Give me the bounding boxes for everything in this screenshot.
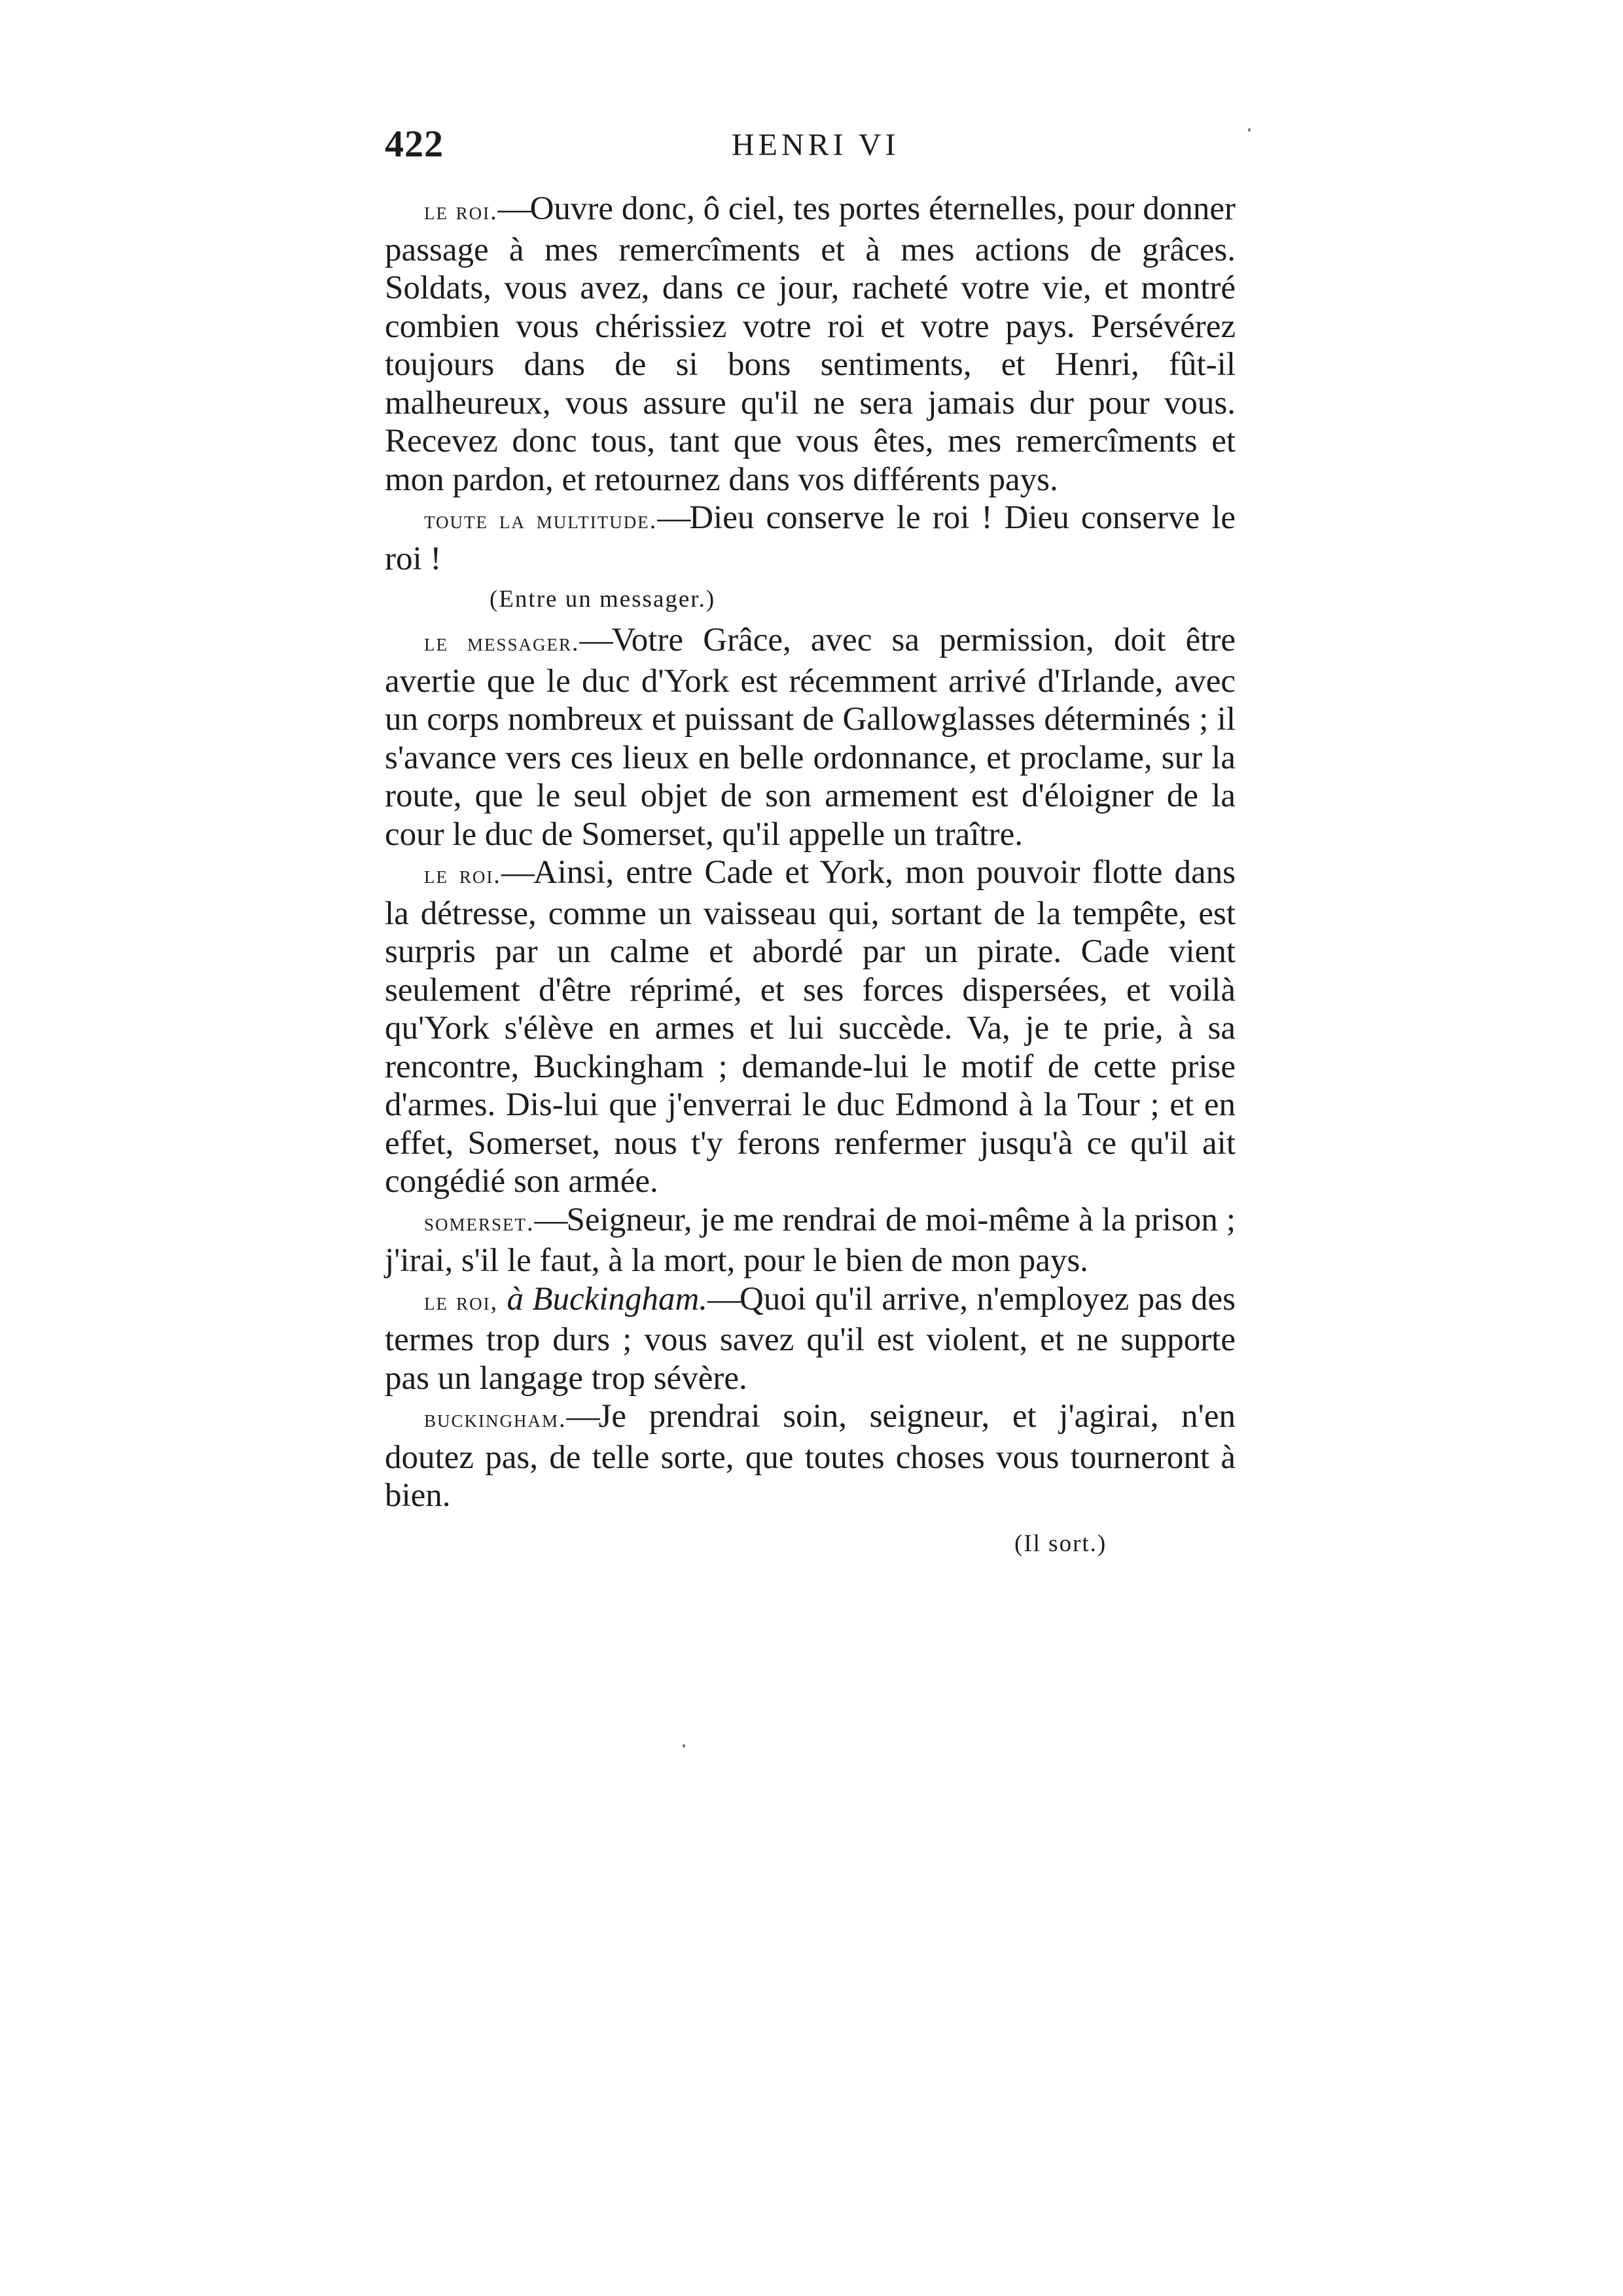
speech-text: Je prendrai soin, seigneur, et j'agirai, n'en doutez pas, de telle sorte, que toutes choses vous tourneront à bien. xyxy=(385,1398,1236,1514)
play-text xyxy=(385,190,1236,1565)
page-header xyxy=(385,122,1236,181)
em-dash: — xyxy=(579,622,612,658)
em-dash: — xyxy=(566,1398,599,1435)
speaker-name: buckingham. xyxy=(424,1405,567,1433)
speaker-name: toute la multitude. xyxy=(424,507,658,534)
print-speck xyxy=(1248,128,1251,132)
speech-text: Dieu conserve le roi ! Dieu conserve le roi ! xyxy=(385,499,1236,577)
speech-toute-la-multitude xyxy=(385,499,1236,578)
speaker-name: le roi. xyxy=(424,198,498,225)
speech-text: Votre Grâce, avec sa permission, doit être avertie que le duc d'York est récemment arrivé d'Irlande, avec un corps nombreux et puissant de Gallowglasses déterminés ; il s'avance vers ces lieux en belle ordonnance, et proclame, sur la route, que le seul objet de son armement est d'éloigner de la cour le duc de Somerset, qu'il appelle un traître. xyxy=(385,622,1236,853)
running-head: HENRI VI xyxy=(732,128,900,162)
speech-text: Seigneur, je me rendrai de moi-même à la prison ; j'irai, s'il le faut, à la mort, pour le bien de mon pays. xyxy=(385,1201,1236,1279)
em-dash: — xyxy=(497,190,530,227)
speech-text: Ouvre donc, ô ciel, tes portes éternelles, pour donner passage à mes remercîments et à mes actions de grâces. Soldats, vous avez, dans ce jour, racheté votre vie, et montré combien vous chérissiez votre roi et votre pays. Persévérez toujours dans de si bons sentiments, et Henri, fût-il malheureux, vous assure qu'il ne sera jamais dur pour vous. Recevez donc tous, tant que vous êtes, mes remercîments et mon pardon, et retournez dans vos différents pays. xyxy=(385,190,1236,498)
speaker-name: le roi. xyxy=(424,861,501,889)
em-dash: — xyxy=(657,499,690,536)
speech-text: Ainsi, entre Cade et York, mon pouvoir flotte dans la détresse, comme un vaisseau qui, sortant de la tempête, est surpris par un calme et abordé par un pirate. Cade vient seulement d'être réprimé, et ses forces dispersées, et voilà qu'York s'élève en armes et lui succède. Va, je te prie, à sa rencontre, Buckingham ; demande-lui le motif de cette prise d'armes. Dis-lui que j'enverrai le duc Edmond à la Tour ; et en effet, Somerset, nous t'y ferons renfermer jusqu'à ce qu'il ait congédié son armée. xyxy=(385,854,1236,1200)
em-dash: — xyxy=(534,1201,567,1238)
speech-buckingham xyxy=(385,1397,1236,1515)
speaker-name: le roi, xyxy=(424,1287,499,1316)
em-dash: — xyxy=(501,854,533,891)
page-number: 422 xyxy=(385,122,444,165)
stage-direction-entre-messager: (Entre un messager.) xyxy=(490,586,716,613)
speech-somerset xyxy=(385,1201,1236,1280)
speech-le-roi-2 xyxy=(385,853,1236,1201)
speech-le-roi-3 xyxy=(385,1280,1236,1398)
speech-text: Quoi qu'il arrive, n'employez pas des termes trop durs ; vous savez qu'il est violent, et ne supporte pas un langage trop sévère. xyxy=(385,1280,1236,1397)
print-speck xyxy=(683,1744,685,1748)
em-dash: — xyxy=(707,1280,740,1318)
speech-le-messager xyxy=(385,621,1236,853)
speech-aside: à Buckingham. xyxy=(507,1280,708,1318)
stage-direction-il-sort: (Il sort.) xyxy=(1014,1530,1107,1557)
speech-le-roi-1 xyxy=(385,190,1236,499)
speaker-name: somerset. xyxy=(424,1208,535,1236)
speaker-name: le messager. xyxy=(424,629,580,656)
